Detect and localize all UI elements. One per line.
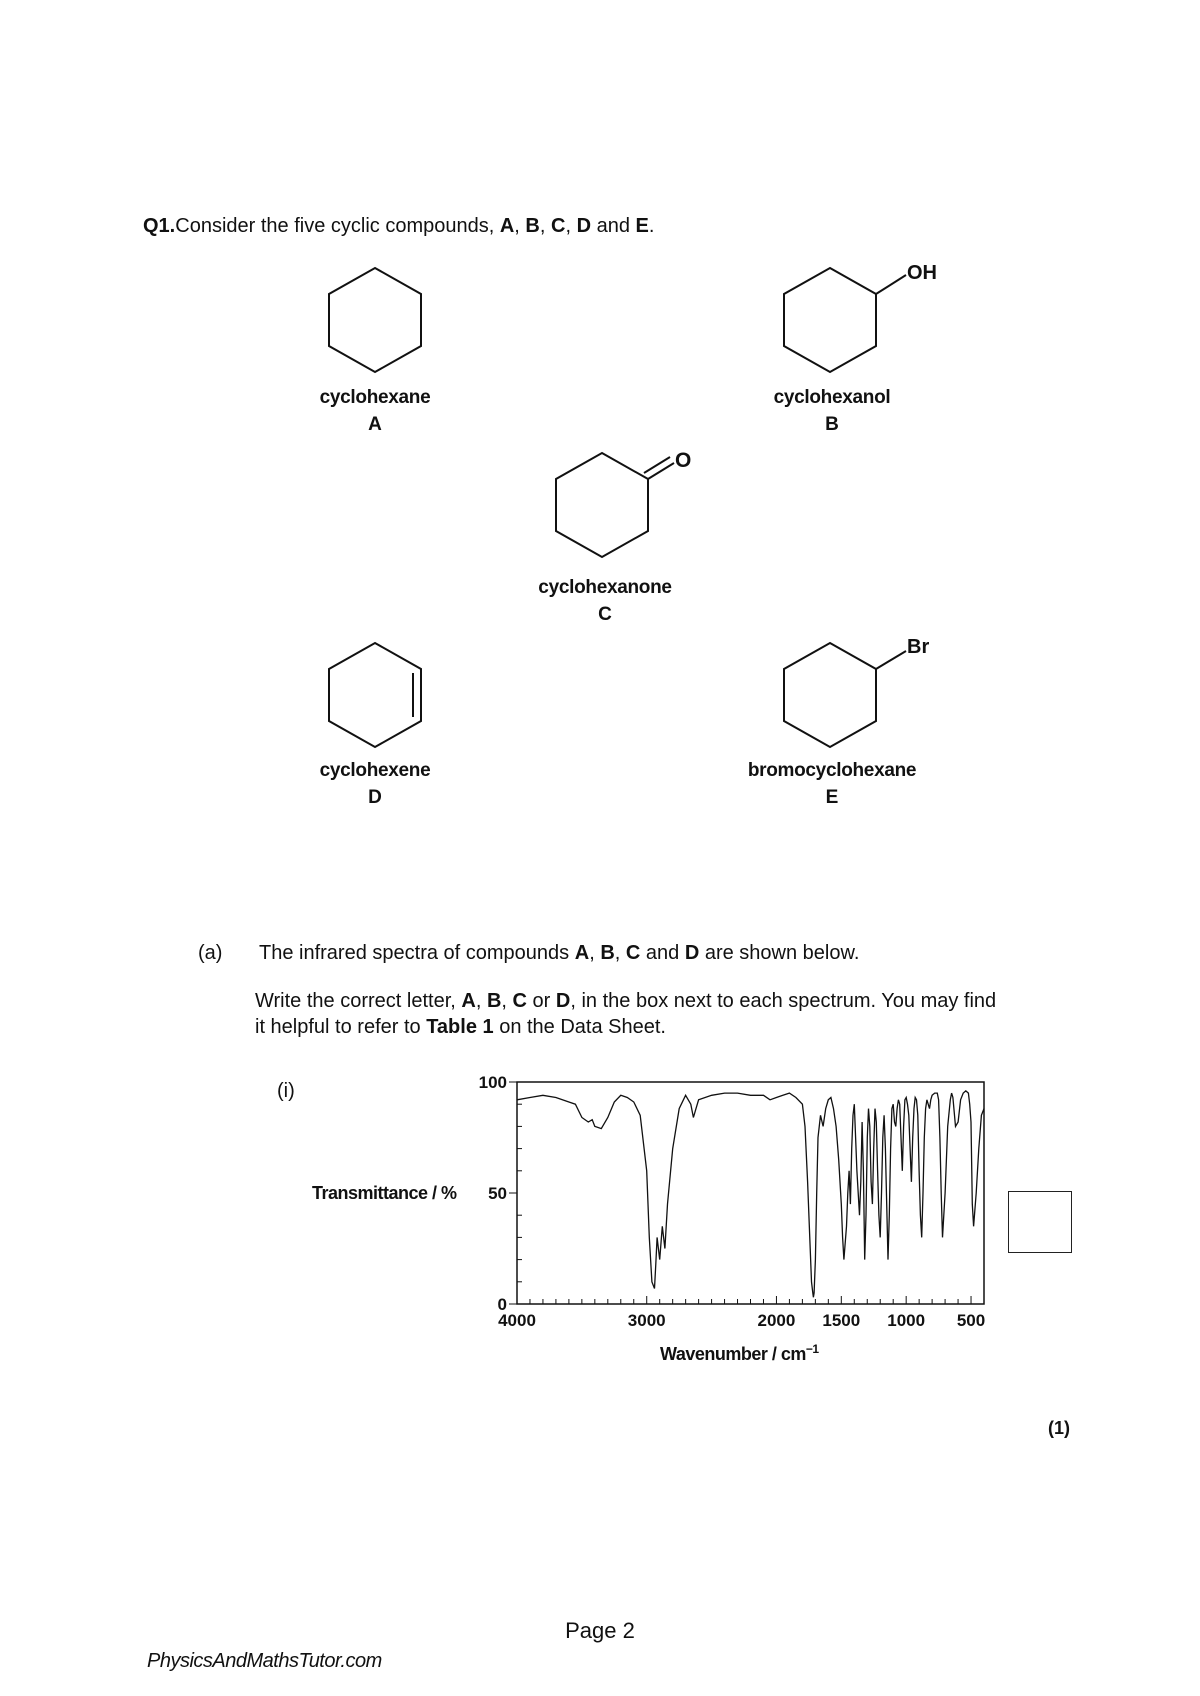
part-a-line-1 bbox=[259, 940, 859, 966]
compound-name-a: cyclohexane bbox=[319, 387, 431, 408]
spectrum-line bbox=[517, 1091, 984, 1297]
separator: , bbox=[565, 215, 577, 237]
page-number: Page 2 bbox=[565, 1618, 635, 1643]
y-axis-label: Transmittance / % bbox=[312, 1183, 457, 1203]
compound-letter-b: B bbox=[825, 414, 839, 435]
sub-part-label: (i) bbox=[277, 1080, 295, 1102]
y-tick-label: 50 bbox=[488, 1184, 507, 1203]
part-a-text: it helpful to refer to bbox=[255, 1016, 427, 1038]
question-text: Consider the five cyclic compounds, bbox=[175, 215, 500, 237]
y-tick-label: 100 bbox=[478, 1073, 507, 1092]
axis-ticks bbox=[509, 1082, 971, 1304]
letter-a: A bbox=[499, 215, 515, 237]
compound-letter-c: C bbox=[598, 604, 612, 625]
part-a-line-3 bbox=[255, 1014, 666, 1040]
compound-letter-e: E bbox=[825, 787, 839, 808]
x-tick-label: 500 bbox=[956, 1311, 986, 1330]
compound-letter-a: A bbox=[368, 414, 382, 435]
compound-name-e: bromocyclohexane bbox=[747, 760, 917, 781]
separator: , bbox=[614, 942, 626, 964]
x-axis-label: Wavenumber / $cm^{-1}$ bbox=[660, 1342, 819, 1364]
cyclohexanol-structure bbox=[775, 255, 965, 380]
letter-d: D bbox=[684, 942, 700, 964]
separator: , bbox=[514, 215, 526, 237]
y-tick-label: 0 bbox=[497, 1295, 507, 1314]
part-a-text: The infrared spectra of compounds bbox=[259, 942, 575, 964]
letter-c: C bbox=[625, 942, 641, 964]
axis-tick-labels bbox=[479, 1073, 986, 1330]
marks-label: (1) bbox=[1048, 1418, 1070, 1438]
separator: , bbox=[539, 215, 551, 237]
letter-c: C bbox=[551, 215, 566, 237]
x-tick-label: 1000 bbox=[887, 1311, 926, 1330]
compound-name-c: cyclohexanone bbox=[538, 577, 672, 598]
compound-name-d: cyclohexene bbox=[319, 760, 431, 781]
letter-d: D bbox=[576, 215, 592, 237]
x-tick-label: 4000 bbox=[498, 1311, 536, 1330]
letter-d: D bbox=[555, 990, 571, 1012]
x-tick-label: 2000 bbox=[757, 1311, 796, 1330]
cyclohexanone-structure bbox=[545, 443, 705, 568]
part-a-text: in the box next to each spectrum. You may find bbox=[575, 990, 997, 1012]
footer-brand: PhysicsAndMathsTutor.com bbox=[147, 1650, 382, 1672]
separator: . bbox=[648, 215, 655, 237]
separator: , bbox=[501, 990, 513, 1012]
part-a-label: (a) bbox=[198, 942, 223, 964]
table-reference: Table 1 bbox=[426, 1016, 494, 1038]
question-stem bbox=[143, 215, 654, 238]
separator: and bbox=[591, 215, 636, 237]
carbonyl-oxygen-label: O bbox=[675, 449, 692, 472]
cyclohexene-structure bbox=[320, 635, 430, 755]
x-tick-label: 1500 bbox=[822, 1311, 861, 1330]
letter-a: A bbox=[574, 942, 590, 964]
cyclohexane-structure bbox=[320, 260, 430, 380]
letter-b: B bbox=[600, 942, 615, 964]
bromocyclohexane-structure bbox=[775, 630, 965, 755]
letter-b: B bbox=[486, 990, 502, 1012]
compound-name-b: cyclohexanol bbox=[773, 387, 891, 408]
separator: and bbox=[640, 942, 685, 964]
part-a-line-2: Write the correct letter, A, B, C or D, in the box next to each spectrum. You may find bbox=[255, 990, 997, 1012]
separator: , bbox=[589, 942, 601, 964]
letter-c: C bbox=[512, 990, 527, 1012]
part-a-text: are shown below. bbox=[699, 942, 860, 964]
separator: , bbox=[475, 990, 487, 1012]
letter-a: A bbox=[461, 990, 476, 1012]
letter-b: B bbox=[525, 215, 540, 237]
bromine-label: Br bbox=[907, 636, 930, 658]
answer-box[interactable] bbox=[1008, 1191, 1072, 1253]
x-tick-label: 3000 bbox=[627, 1311, 666, 1330]
part-a-text: Write the correct letter, bbox=[255, 990, 462, 1012]
compound-letter-d: D bbox=[368, 787, 382, 808]
question-number: Q1. bbox=[143, 215, 176, 237]
hydroxyl-label: OH bbox=[907, 262, 937, 284]
letter-e: E bbox=[635, 215, 649, 237]
x-axis-label-superscript: −1 bbox=[805, 1342, 819, 1356]
part-a-text: on the Data Sheet. bbox=[493, 1016, 666, 1038]
ir-spectrum-chart bbox=[300, 1065, 1000, 1375]
